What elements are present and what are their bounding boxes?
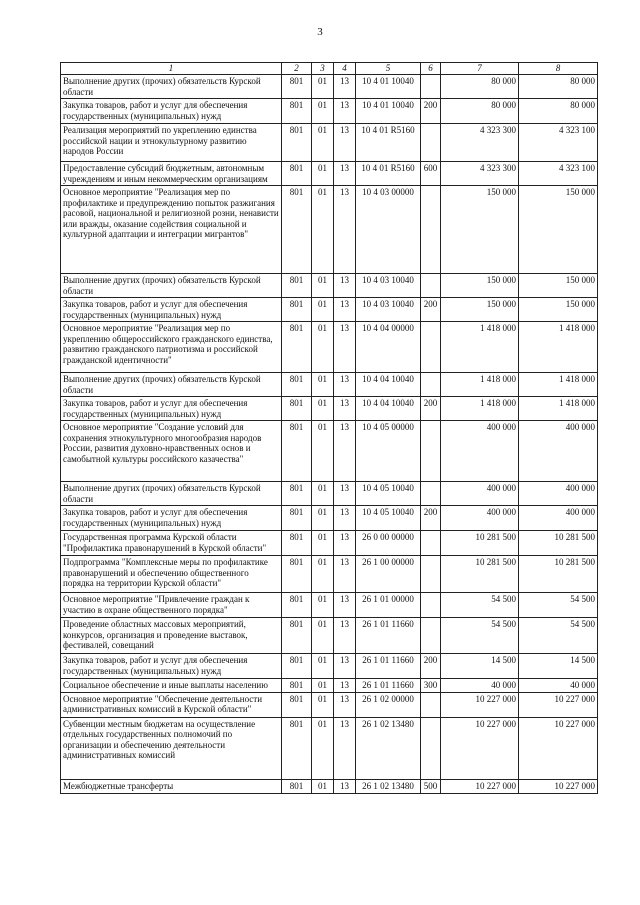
col-header-5: 5 — [356, 63, 421, 75]
row-code-6: 200 — [421, 99, 441, 124]
row-name: Предоставление субсидий бюджетным, автономным учреждениям и иным некоммерческим организациям — [61, 162, 282, 186]
row-code-3: 01 — [312, 531, 334, 556]
row-name: Закупка товаров, работ и услуг для обеспечения государственных (муниципальных) нужд — [61, 397, 282, 421]
row-amount-7: 1 418 000 — [441, 397, 519, 421]
row-code-6 — [421, 482, 441, 506]
row-name: Государственная программа Курской области "Профилактика правонарушений в Курской области" — [61, 531, 282, 556]
row-code-5: 26 1 01 11660 — [356, 654, 421, 679]
table-row — [61, 654, 598, 679]
row-name: Закупка товаров, работ и услуг для обеспечения государственных (муниципальных) нужд — [61, 298, 282, 322]
row-name: Выполнение других (прочих) обязательств Курской области — [61, 75, 282, 99]
row-amount-8: 1 418 000 — [519, 397, 598, 421]
row-code-3: 01 — [312, 75, 334, 99]
row-amount-8: 54 500 — [519, 618, 598, 654]
row-code-2: 801 — [282, 162, 312, 186]
row-name: Проведение областных массовых мероприятий, конкурсов, организация и проведение выставок, фестивалей, совещаний — [61, 618, 282, 654]
row-amount-7: 10 281 500 — [441, 556, 519, 593]
row-amount-8: 80 000 — [519, 75, 598, 99]
row-amount-8: 1 418 000 — [519, 322, 598, 373]
row-code-4: 13 — [334, 692, 356, 717]
row-code-2: 801 — [282, 556, 312, 593]
row-amount-8: 10 281 500 — [519, 556, 598, 593]
row-code-3: 01 — [312, 421, 334, 482]
table-row — [61, 75, 598, 99]
row-code-2: 801 — [282, 186, 312, 274]
row-code-5: 26 1 02 13480 — [356, 717, 421, 779]
row-code-6: 200 — [421, 298, 441, 322]
row-code-2: 801 — [282, 397, 312, 421]
row-amount-7: 4 323 300 — [441, 124, 519, 162]
table-row — [61, 186, 598, 274]
row-code-5: 26 1 01 11660 — [356, 618, 421, 654]
row-name: Основное мероприятие "Реализация мер по укреплению общероссийского гражданского единства, развитию гражданского патриотизма и российской гражданской идентичности" — [61, 322, 282, 373]
row-code-4: 13 — [334, 679, 356, 693]
row-code-4: 13 — [334, 506, 356, 531]
row-code-3: 01 — [312, 654, 334, 679]
row-code-3: 01 — [312, 99, 334, 124]
row-code-2: 801 — [282, 593, 312, 618]
row-code-4: 13 — [334, 75, 356, 99]
row-code-3: 01 — [312, 274, 334, 298]
table-row — [61, 274, 598, 298]
row-code-4: 13 — [334, 99, 356, 124]
row-amount-8: 400 000 — [519, 421, 598, 482]
col-header-4: 4 — [334, 63, 356, 75]
row-code-5: 26 1 00 00000 — [356, 556, 421, 593]
row-code-4: 13 — [334, 186, 356, 274]
row-code-4: 13 — [334, 274, 356, 298]
row-name: Подпрограмма "Комплексные меры по профилактике правонарушений и обеспечению общественного порядка на территории Курской области" — [61, 556, 282, 593]
row-amount-7: 10 281 500 — [441, 531, 519, 556]
table-row — [61, 322, 598, 373]
row-code-4: 13 — [334, 162, 356, 186]
table-row — [61, 618, 598, 654]
budget-table — [60, 62, 598, 794]
table-row — [61, 679, 598, 693]
row-amount-8: 54 500 — [519, 593, 598, 618]
row-code-5: 10 4 04 00000 — [356, 322, 421, 373]
row-code-6 — [421, 322, 441, 373]
row-name: Основное мероприятие "Привлечение граждан к участию в охране общественного порядка" — [61, 593, 282, 618]
row-code-3: 01 — [312, 482, 334, 506]
row-code-2: 801 — [282, 99, 312, 124]
row-code-4: 13 — [334, 779, 356, 793]
row-code-3: 01 — [312, 322, 334, 373]
row-code-4: 13 — [334, 421, 356, 482]
table-row — [61, 717, 598, 779]
row-amount-7: 400 000 — [441, 482, 519, 506]
row-name: Закупка товаров, работ и услуг для обеспечения государственных (муниципальных) нужд — [61, 506, 282, 531]
row-code-6 — [421, 75, 441, 99]
row-code-6: 200 — [421, 506, 441, 531]
row-code-3: 01 — [312, 162, 334, 186]
row-name: Межбюджетные трансферты — [61, 779, 282, 793]
table-row — [61, 124, 598, 162]
row-amount-7: 14 500 — [441, 654, 519, 679]
row-code-3: 01 — [312, 692, 334, 717]
table-row — [61, 593, 598, 618]
row-amount-8: 150 000 — [519, 274, 598, 298]
row-code-2: 801 — [282, 298, 312, 322]
table-row — [61, 373, 598, 397]
row-amount-8: 4 323 100 — [519, 162, 598, 186]
col-header-3: 3 — [312, 63, 334, 75]
row-code-6: 600 — [421, 162, 441, 186]
row-amount-7: 80 000 — [441, 99, 519, 124]
row-code-3: 01 — [312, 556, 334, 593]
table-row — [61, 421, 598, 482]
table-body — [61, 75, 598, 794]
row-code-4: 13 — [334, 531, 356, 556]
row-code-6 — [421, 717, 441, 779]
row-amount-8: 150 000 — [519, 298, 598, 322]
row-code-5: 10 4 04 10040 — [356, 397, 421, 421]
row-code-4: 13 — [334, 322, 356, 373]
row-code-3: 01 — [312, 397, 334, 421]
row-code-5: 26 0 00 00000 — [356, 531, 421, 556]
table-row — [61, 556, 598, 593]
row-code-4: 13 — [334, 373, 356, 397]
table-row — [61, 397, 598, 421]
row-code-6 — [421, 186, 441, 274]
row-code-2: 801 — [282, 692, 312, 717]
table-row — [61, 779, 598, 793]
row-code-6 — [421, 531, 441, 556]
table-row — [61, 162, 598, 186]
row-code-2: 801 — [282, 274, 312, 298]
row-code-4: 13 — [334, 397, 356, 421]
row-code-5: 26 1 01 11660 — [356, 679, 421, 693]
row-code-2: 801 — [282, 717, 312, 779]
row-amount-7: 40 000 — [441, 679, 519, 693]
row-code-5: 10 4 04 10040 — [356, 373, 421, 397]
row-code-6 — [421, 593, 441, 618]
row-code-2: 801 — [282, 779, 312, 793]
row-code-5: 10 4 01 10040 — [356, 99, 421, 124]
row-code-5: 10 4 01 10040 — [356, 75, 421, 99]
row-amount-7: 54 500 — [441, 593, 519, 618]
row-code-3: 01 — [312, 298, 334, 322]
row-amount-7: 400 000 — [441, 506, 519, 531]
row-amount-8: 400 000 — [519, 506, 598, 531]
row-code-6 — [421, 274, 441, 298]
col-header-1: 1 — [61, 63, 282, 75]
row-code-4: 13 — [334, 654, 356, 679]
row-code-2: 801 — [282, 482, 312, 506]
row-code-4: 13 — [334, 717, 356, 779]
row-code-3: 01 — [312, 679, 334, 693]
row-code-3: 01 — [312, 506, 334, 531]
row-code-6 — [421, 421, 441, 482]
row-code-3: 01 — [312, 124, 334, 162]
row-amount-8: 1 418 000 — [519, 373, 598, 397]
row-amount-8: 14 500 — [519, 654, 598, 679]
row-code-6: 200 — [421, 397, 441, 421]
table-row — [61, 298, 598, 322]
row-code-5: 26 1 02 13480 — [356, 779, 421, 793]
row-code-2: 801 — [282, 75, 312, 99]
row-code-2: 801 — [282, 506, 312, 531]
table-row — [61, 531, 598, 556]
row-amount-7: 1 418 000 — [441, 373, 519, 397]
table-row — [61, 692, 598, 717]
row-code-5: 10 4 03 10040 — [356, 274, 421, 298]
row-amount-7: 10 227 000 — [441, 779, 519, 793]
row-name: Закупка товаров, работ и услуг для обеспечения государственных (муниципальных) нужд — [61, 654, 282, 679]
row-code-4: 13 — [334, 556, 356, 593]
row-name: Субвенции местным бюджетам на осуществление отдельных государственных полномочий по организации и обеспечению деятельности административных комиссий — [61, 717, 282, 779]
row-code-5: 26 1 01 00000 — [356, 593, 421, 618]
row-amount-7: 10 227 000 — [441, 717, 519, 779]
row-name: Закупка товаров, работ и услуг для обеспечения государственных (муниципальных) нужд — [61, 99, 282, 124]
col-header-2: 2 — [282, 63, 312, 75]
row-name: Выполнение других (прочих) обязательств Курской области — [61, 274, 282, 298]
row-name: Выполнение других (прочих) обязательств Курской области — [61, 482, 282, 506]
row-code-5: 26 1 02 00000 — [356, 692, 421, 717]
row-code-6 — [421, 124, 441, 162]
row-code-2: 801 — [282, 322, 312, 373]
row-code-5: 10 4 01 R5160 — [356, 162, 421, 186]
row-amount-7: 150 000 — [441, 298, 519, 322]
row-name: Реализация мероприятий по укреплению единства российской нации и этнокультурному развитию народов России — [61, 124, 282, 162]
header-row — [61, 63, 598, 75]
row-code-6 — [421, 373, 441, 397]
row-name: Основное мероприятие "Обеспечение деятельности административных комиссий в Курской области" — [61, 692, 282, 717]
row-code-2: 801 — [282, 654, 312, 679]
row-code-6 — [421, 618, 441, 654]
row-code-3: 01 — [312, 717, 334, 779]
row-amount-7: 54 500 — [441, 618, 519, 654]
row-code-6: 300 — [421, 679, 441, 693]
row-code-4: 13 — [334, 618, 356, 654]
row-code-3: 01 — [312, 593, 334, 618]
row-code-5: 10 4 01 R5160 — [356, 124, 421, 162]
row-code-5: 10 4 05 10040 — [356, 506, 421, 531]
page-number: 3 — [317, 26, 323, 38]
row-amount-7: 4 323 300 — [441, 162, 519, 186]
table-row — [61, 99, 598, 124]
row-code-5: 10 4 03 10040 — [356, 298, 421, 322]
row-amount-8: 40 000 — [519, 679, 598, 693]
row-code-3: 01 — [312, 373, 334, 397]
col-header-8: 8 — [519, 63, 598, 75]
row-code-2: 801 — [282, 531, 312, 556]
row-code-3: 01 — [312, 186, 334, 274]
row-code-2: 801 — [282, 124, 312, 162]
row-code-4: 13 — [334, 482, 356, 506]
row-code-2: 801 — [282, 373, 312, 397]
row-amount-7: 400 000 — [441, 421, 519, 482]
row-code-6 — [421, 692, 441, 717]
row-code-3: 01 — [312, 618, 334, 654]
row-code-4: 13 — [334, 593, 356, 618]
row-amount-7: 1 418 000 — [441, 322, 519, 373]
row-amount-7: 80 000 — [441, 75, 519, 99]
row-code-5: 10 4 05 00000 — [356, 421, 421, 482]
row-code-2: 801 — [282, 679, 312, 693]
row-code-2: 801 — [282, 618, 312, 654]
row-amount-8: 10 227 000 — [519, 692, 598, 717]
row-amount-8: 10 281 500 — [519, 531, 598, 556]
row-code-5: 10 4 05 10040 — [356, 482, 421, 506]
row-amount-8: 80 000 — [519, 99, 598, 124]
row-name: Социальное обеспечение и иные выплаты населению — [61, 679, 282, 693]
row-code-2: 801 — [282, 421, 312, 482]
row-code-6 — [421, 556, 441, 593]
row-name: Основное мероприятие "Создание условий для сохранения этнокультурного многообразия народов России, развития духовно-нравственных основ и самобытной культуры российского казачества" — [61, 421, 282, 482]
row-amount-7: 10 227 000 — [441, 692, 519, 717]
row-code-4: 13 — [334, 298, 356, 322]
table-row — [61, 482, 598, 506]
col-header-7: 7 — [441, 63, 519, 75]
row-code-5: 10 4 03 00000 — [356, 186, 421, 274]
row-code-3: 01 — [312, 779, 334, 793]
row-name: Основное мероприятие "Реализация мер по профилактике и предупреждению попыток разжигания расовой, национальной и религиозной розни, ненависти или вражды, оказание содействия социальной и культурной адаптации и интеграции мигрантов" — [61, 186, 282, 274]
row-amount-8: 10 227 000 — [519, 717, 598, 779]
row-amount-8: 400 000 — [519, 482, 598, 506]
row-name: Выполнение других (прочих) обязательств Курской области — [61, 373, 282, 397]
row-amount-7: 150 000 — [441, 186, 519, 274]
row-amount-7: 150 000 — [441, 274, 519, 298]
row-code-6: 500 — [421, 779, 441, 793]
table-row — [61, 506, 598, 531]
row-amount-8: 10 227 000 — [519, 779, 598, 793]
row-amount-8: 150 000 — [519, 186, 598, 274]
row-code-4: 13 — [334, 124, 356, 162]
col-header-6: 6 — [421, 63, 441, 75]
row-code-6: 200 — [421, 654, 441, 679]
row-amount-8: 4 323 100 — [519, 124, 598, 162]
